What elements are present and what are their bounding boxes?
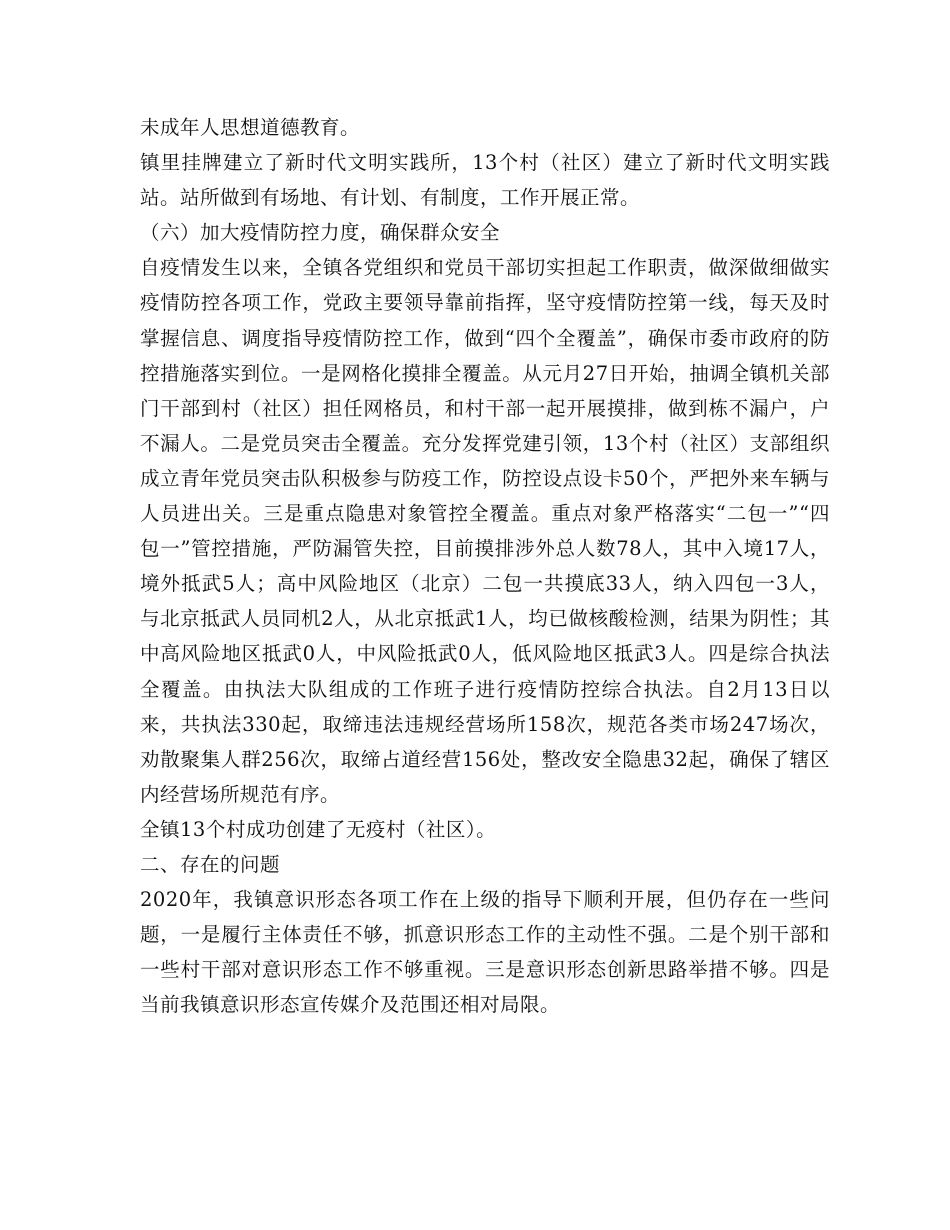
document-body — [140, 110, 830, 1022]
paragraph-existing-problems: 2020年，我镇意识形态各项工作在上级的指导下顺利开展，但仍存在一些问题，一是履行主体责任不够，抓意识形态工作的主动性不强。二是个别干部和一些村干部对意识形态工作不够重视。三是意识形态创新思路举措不够。四是当前我镇意识形态宣传媒介及范围还相对局限。 — [140, 888, 830, 1017]
paragraph-epidemic-control: 自疫情发生以来，全镇各党组织和党员干部切实担起工作职责，做深做细做实疫情防控各项工作，党政主要领导靠前指挥，坚守疫情防控第一线，每天及时掌握信息、调度指导疫情防控工作，做到“四个全覆盖”，确保市委市政府的防控措施落实到位。一是网格化摸排全覆盖。从元月27日开始，抽调全镇机关部门干部到村（社区）担任网格员，和村干部一起开展摸排，做到栋不漏户，户不漏人。二是党员突击全覆盖。充分发挥党建引领，13个村（社区）支部组织成立青年党员突击队积极参与防疫工作，防控设点设卡50个，严把外来车辆与人员进出关。三是重点隐患对象管控全覆盖。重点对象严格落实“二包一”“四包一”管控措施，严防漏管失控，目前摸排涉外总人数78人，其中入境17人，境外抵武5人；高中风险地区（北京）二包一共摸底33人，纳入四包一3人，与北京抵武人员同机2人，从北京抵武1人，均已做核酸检测，结果为阴性；其中高风险地区抵武0人，中风险抵武0人，低风险地区抵武3人。四是综合执法全覆盖。由执法大队组成的工作班子进行疫情防控综合执法。自2月13日以来，共执法330起，取缔违法违规经营场所158次，规范各类市场247场次，劝散聚集人群256次，取缔占道经营156处，整改安全隐患32起，确保了辖区内经营场所规范有序。 — [140, 256, 830, 806]
paragraph-civilization-practice: 镇里挂牌建立了新时代文明实践所，13个村（社区）建立了新时代文明实践站。站所做到有场地、有计划、有制度，工作开展正常。 — [140, 151, 830, 210]
paragraph-minor-education-tail: 未成年人思想道德教育。 — [140, 116, 361, 139]
section-heading-epidemic-control: （六）加大疫情防控力度，确保群众安全 — [140, 221, 501, 245]
paragraph-epidemic-free-villages: 全镇13个村成功创建了无疫村（社区）。 — [140, 817, 497, 841]
section-heading-existing-problems: 二、存在的问题 — [140, 852, 281, 876]
